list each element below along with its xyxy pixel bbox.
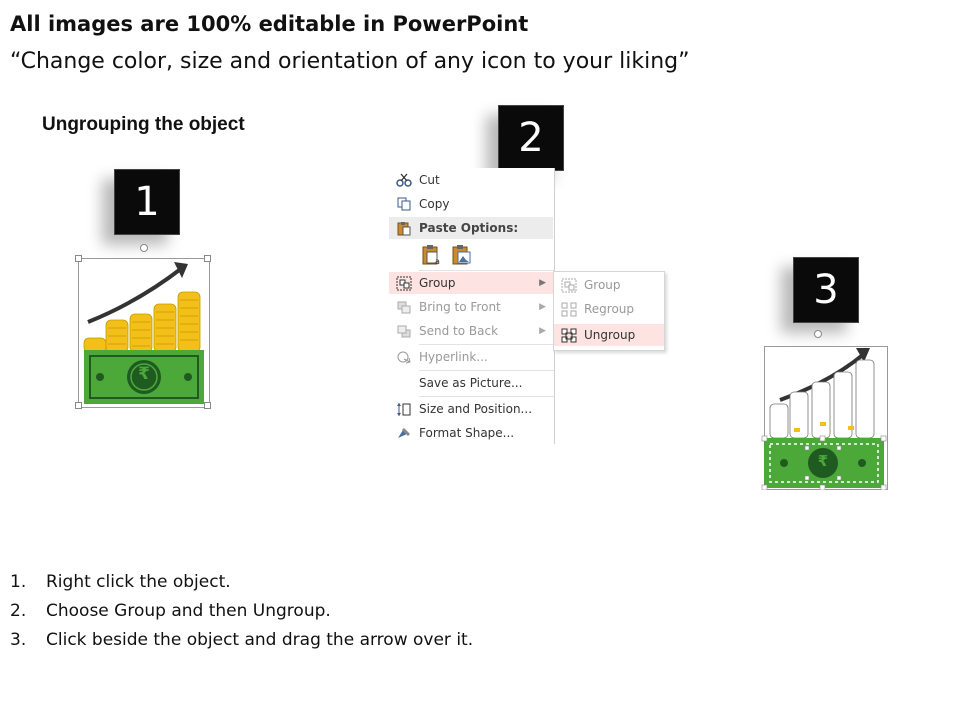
step-badge-number: 3 xyxy=(813,267,839,313)
menu-item-label: Bring to Front xyxy=(419,300,501,314)
menu-item-group[interactable] xyxy=(389,272,554,294)
step-badge-2 xyxy=(498,105,564,171)
menu-item-label: Save as Picture... xyxy=(419,376,523,390)
menu-item-label: Paste Options: xyxy=(419,221,519,235)
rotate-handle[interactable] xyxy=(140,244,148,252)
submenu-arrow-icon: ▶ xyxy=(539,326,546,336)
step-number: 1. xyxy=(10,572,27,592)
step-text: Right click the object. xyxy=(46,572,231,592)
money-object-ungrouped[interactable] xyxy=(760,330,890,490)
menu-heading-paste-options xyxy=(389,217,553,239)
rupee-symbol: ₹ xyxy=(138,364,150,384)
scissors-icon xyxy=(389,173,419,187)
submenu-item-ungroup[interactable] xyxy=(554,324,664,346)
step-badge-1 xyxy=(114,169,180,235)
menu-item-label: Group xyxy=(419,276,456,290)
paste-options-row xyxy=(421,242,481,268)
step-text: Choose Group and then Ungroup. xyxy=(46,601,331,621)
menu-item-copy[interactable] xyxy=(389,193,554,215)
submenu-item-regroup[interactable] xyxy=(554,298,664,320)
menu-item-send-to-back[interactable] xyxy=(389,320,554,342)
menu-separator xyxy=(419,370,554,371)
group-icon xyxy=(389,276,419,291)
menu-item-save-as-picture[interactable] xyxy=(389,372,554,394)
menu-item-label: Copy xyxy=(419,197,450,211)
section-title: Ungrouping the object xyxy=(42,114,245,135)
menu-item-label: Group xyxy=(584,278,621,292)
menu-item-label: Ungroup xyxy=(584,328,636,342)
step-item xyxy=(10,568,473,597)
bring-front-icon xyxy=(389,300,419,315)
step-item xyxy=(10,597,473,626)
format-shape-icon xyxy=(389,426,419,441)
menu-item-label: Size and Position... xyxy=(419,402,533,416)
size-position-icon xyxy=(389,402,419,417)
rupee-symbol: ₹ xyxy=(817,452,829,470)
paste-as-picture-icon[interactable] xyxy=(451,244,473,270)
ungroup-icon xyxy=(554,328,584,343)
copy-icon xyxy=(389,197,419,211)
rotate-handle[interactable] xyxy=(814,330,822,338)
step-item xyxy=(10,626,473,655)
step-text: Click beside the object and drag the arrow over it. xyxy=(46,630,474,650)
money-object-grouped[interactable] xyxy=(78,244,210,408)
menu-item-label: Send to Back xyxy=(419,324,499,338)
submenu-arrow-icon: ▶ xyxy=(539,278,546,288)
regroup-icon xyxy=(554,302,584,317)
menu-separator xyxy=(419,270,554,271)
menu-item-format-shape[interactable] xyxy=(389,422,554,444)
submenu-item-group[interactable] xyxy=(554,274,664,296)
money-growth-icon xyxy=(78,258,210,408)
step-badge-3 xyxy=(793,257,859,323)
menu-separator xyxy=(419,396,554,397)
svg-text:a: a xyxy=(435,257,440,266)
submenu-arrow-icon: ▶ xyxy=(539,302,546,312)
menu-item-size-and-position[interactable] xyxy=(389,398,554,420)
link-icon xyxy=(389,350,419,365)
menu-item-label: Regroup xyxy=(584,302,635,316)
paste-keep-formatting-icon[interactable] xyxy=(421,244,443,270)
step-badge-number: 1 xyxy=(134,179,160,225)
page-title: All images are 100% editable in PowerPoint xyxy=(10,12,529,36)
page-subtitle: “Change color, size and orientation of any icon to your liking” xyxy=(10,49,690,74)
step-number: 3. xyxy=(10,630,27,650)
group-icon xyxy=(554,278,584,293)
send-back-icon xyxy=(389,324,419,339)
menu-item-cut[interactable] xyxy=(389,169,554,191)
menu-item-hyperlink[interactable] xyxy=(389,346,554,368)
menu-item-label: Cut xyxy=(419,173,440,187)
group-submenu xyxy=(553,271,665,351)
context-menu xyxy=(389,168,555,444)
step-badge-number: 2 xyxy=(518,115,544,161)
menu-item-bring-to-front[interactable] xyxy=(389,296,554,318)
menu-separator xyxy=(419,344,554,345)
menu-item-label: Hyperlink... xyxy=(419,350,488,364)
instruction-steps xyxy=(10,568,473,655)
step-number: 2. xyxy=(10,601,27,621)
clipboard-icon xyxy=(389,221,419,236)
menu-item-label: Format Shape... xyxy=(419,426,515,440)
